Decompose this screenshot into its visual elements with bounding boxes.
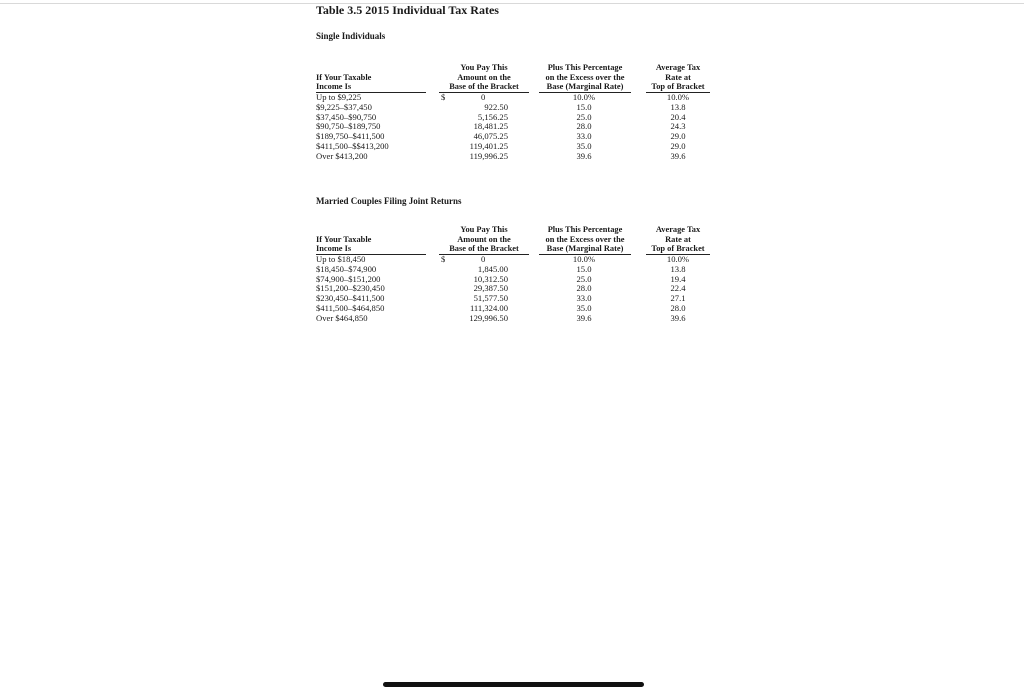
average-rate: 39.6 [670,150,686,161]
top-divider [0,3,1024,4]
average-rate: 19.4 [670,273,686,284]
base-amount: 10,312.50 [473,273,508,284]
marginal-rate: 39.6 [576,312,592,323]
table-body [316,93,716,162]
income-range: $411,500–$464,850 [316,302,385,313]
marginal-rate: 35.0 [576,302,592,313]
base-amount: 111,324.00 [469,302,508,313]
marginal-rate: 15.0 [576,101,592,112]
income-range: $18,450–$74,900 [316,263,377,274]
average-rate: 28.0 [670,302,686,313]
table-header [316,218,716,255]
average-rate: 29.0 [670,140,686,151]
marginal-rate: 33.0 [576,293,592,304]
marginal-rate: 28.0 [576,283,592,294]
average-rate: 20.4 [670,111,686,122]
header-marginal-rate: Plus This Percentage on the Excess over the Base (Marginal Rate) [539,63,631,93]
married-tax-table [316,218,716,324]
header-base-amount: You Pay This Amount on the Base of the Bracket [439,63,529,93]
table-header [316,56,716,93]
single-tax-table [316,56,716,162]
table-row [316,304,716,314]
table-row [316,152,716,162]
income-range: $37,450–$90,750 [316,111,377,122]
average-rate: 13.8 [670,101,686,112]
base-amount: 29,387.50 [473,283,508,294]
base-amount: 1,845.00 [477,263,508,274]
table-title: Table 3.5 2015 Individual Tax Rates [316,3,499,17]
average-rate: 10.0% [666,254,690,264]
section-title-married: Married Couples Filing Joint Returns [316,196,462,206]
income-range: $90,750–$189,750 [316,121,381,132]
base-amount: 46,075.25 [473,131,508,142]
marginal-rate: 10.0% [572,92,596,102]
section-title-single: Single Individuals [316,31,386,41]
income-range: Over $413,200 [316,150,368,161]
marginal-rate: 25.0 [576,273,592,284]
marginal-rate: 15.0 [576,263,592,274]
income-range: Over $464,850 [316,312,368,323]
base-amount: 119,401.25 [469,140,508,151]
income-range: $151,200–$230,450 [316,283,385,294]
base-amount: 129,996.50 [469,312,508,323]
average-rate: 13.8 [670,263,686,274]
header-average-rate: Average Tax Rate at Top of Bracket [646,225,710,255]
table-row [316,142,716,152]
header-average-rate: Average Tax Rate at Top of Bracket [646,63,710,93]
base-amount: 18,481.25 [473,121,508,132]
base-amount: 51,577.50 [473,293,508,304]
home-indicator-bar[interactable] [383,682,644,687]
marginal-rate: 25.0 [576,111,592,122]
income-range: $230,450–$411,500 [316,293,385,304]
income-range: $9,225–$37,450 [316,101,372,112]
income-range: $411,500–$$413,200 [316,140,389,151]
average-rate: 39.6 [670,312,686,323]
header-base-amount: You Pay This Amount on the Base of the Bracket [439,225,529,255]
income-range: Up to $18,450 [316,254,366,264]
income-range: Up to $9,225 [316,92,362,102]
table-body [316,255,716,324]
average-rate: 22.4 [670,283,686,294]
table-row: Up to $9,225 $ 0 10.0% 10.0% [316,93,716,103]
table-row [316,314,716,324]
base-amount: 119,996.25 [469,150,508,161]
marginal-rate: 33.0 [576,131,592,142]
average-rate: 29.0 [670,131,686,142]
income-range: $74,900–$151,200 [316,273,381,284]
header-marginal-rate: Plus This Percentage on the Excess over the Base (Marginal Rate) [539,225,631,255]
header-taxable-income: If Your Taxable Income Is [316,73,426,93]
marginal-rate: 39.6 [576,150,592,161]
average-rate: 27.1 [670,293,686,304]
income-range: $189,750–$411,500 [316,131,385,142]
average-rate: 24.3 [670,121,686,132]
table-row [316,103,716,113]
table-row: Up to $18,450 $ 0 10.0% 10.0% [316,255,716,265]
marginal-rate: 28.0 [576,121,592,132]
base-amount: 5,156.25 [477,111,508,122]
header-taxable-income: If Your Taxable Income Is [316,235,426,255]
base-amount: 922.50 [484,101,508,112]
average-rate: 10.0% [666,92,690,102]
marginal-rate: 10.0% [572,254,596,264]
marginal-rate: 35.0 [576,140,592,151]
